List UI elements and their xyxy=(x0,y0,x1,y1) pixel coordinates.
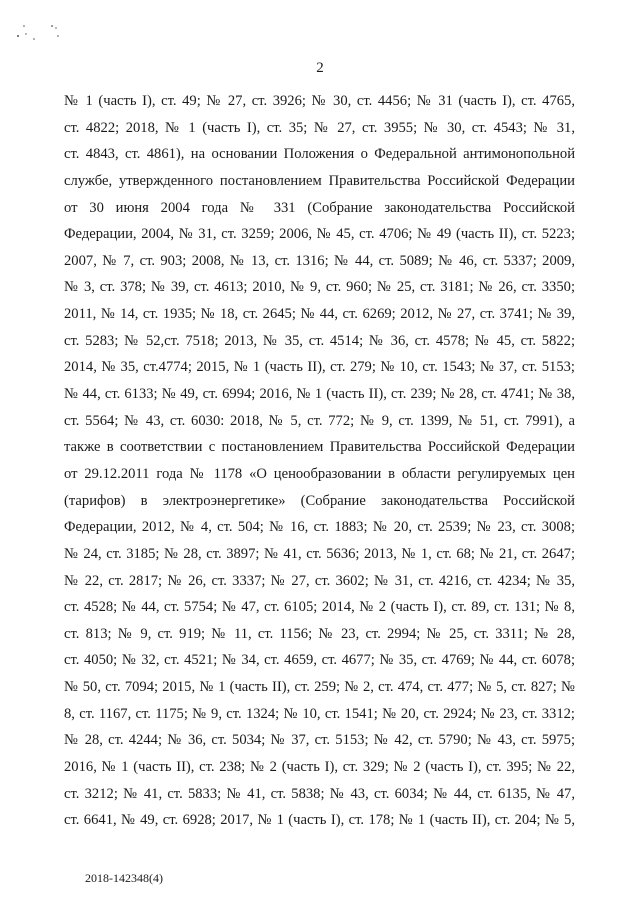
text-line: от 30 июня 2004 года № 331 (Собрание законодательства Российской xyxy=(64,199,575,216)
text-line: № 22, ст. 2817; № 26, ст. 3337; № 27, ст. 3602; № 31, ст. 4216, ст. 4234; № 35, xyxy=(64,572,575,589)
text-line: службе, утвержденного постановлением Правительства Российской Федерации xyxy=(64,172,575,189)
text-line: № 50, ст. 7094; 2015, № 1 (часть II), ст. 259; № 2, ст. 474, ст. 477; № 5, ст. 827; № xyxy=(64,679,575,696)
text-line: ст. 4843, ст. 4861), на основании Положения о Федеральной антимонопольной xyxy=(64,146,575,163)
page-number: 2 xyxy=(316,60,324,76)
text-line: № 1 (часть I), ст. 49; № 27, ст. 3926; № 30, ст. 4456; № 31 (часть I), ст. 4765, xyxy=(64,93,575,109)
text-line: ст. 4050; № 32, ст. 4521; № 34, ст. 4659, ст. 4677; № 35, ст. 4769; № 44, ст. 6078; xyxy=(64,652,575,669)
text-line: (тарифов) в электроэнергетике» (Собрание законодательства Российской xyxy=(64,492,575,509)
text-line: 2007, № 7, ст. 903; 2008, № 13, ст. 1316; № 44, ст. 5089; № 46, ст. 5337; 2009, xyxy=(64,252,575,269)
scan-artifact-marks xyxy=(14,14,74,44)
text-line: ст. 6641, № 49, ст. 6928; 2017, № 1 (часть I), ст. 178; № 1 (часть II), ст. 204; № 5, xyxy=(64,812,575,829)
document-code: 2018-142348(4) xyxy=(85,871,163,885)
text-line: № 44, ст. 6133; № 49, ст. 6994; 2016, № 1 (часть II), ст. 239; № 28, ст. 4741; № 38, xyxy=(64,386,575,403)
text-line: ст. 5564; № 43, ст. 6030: 2018, № 5, ст. 772; № 9, ст. 1399, № 51, ст. 7991), а xyxy=(64,412,575,429)
text-line: № 28, ст. 4244; № 36, ст. 5034; № 37, ст. 5153; № 42, ст. 5790; № 43, ст. 5975; xyxy=(64,732,575,749)
text-line: также в соответствии с постановлением Правительства Российской Федерации xyxy=(64,439,575,456)
text-line: 8, ст. 1167, ст. 1175; № 9, ст. 1324; № 10, ст. 1541; № 20, ст. 2924; № 23, ст. 3312; xyxy=(64,705,575,722)
text-line: ст. 4822; 2018, № 1 (часть I), ст. 35; № 27, ст. 3955; № 30, ст. 4543; № 31, xyxy=(64,119,575,136)
text-line: от 29.12.2011 года № 1178 «О ценообразовании в области регулируемых цен xyxy=(64,465,575,482)
text-line: ст. 5283; № 52,ст. 7518; 2013, № 35, ст. 4514; № 36, ст. 4578; № 45, ст. 5822; xyxy=(64,332,575,349)
text-line: № 3, ст. 378; № 39, ст. 4613; 2010, № 9, ст. 960; № 25, ст. 3181; № 26, ст. 3350; xyxy=(64,279,575,296)
text-line: ст. 4528; № 44, ст. 5754; № 47, ст. 6105; 2014, № 2 (часть I), ст. 89, ст. 131; № 8, xyxy=(64,599,575,616)
document-body xyxy=(64,88,575,834)
text-line: Федерации, 2004, № 31, ст. 3259; 2006, № 45, ст. 4706; № 49 (часть II), ст. 5223; xyxy=(64,226,575,243)
text-line: 2016, № 1 (часть II), ст. 238; № 2 (часть I), ст. 329; № 2 (часть I), ст. 395; № 22, xyxy=(64,759,575,776)
text-line: Федерации, 2012, № 4, ст. 504; № 16, ст. 1883; № 20, ст. 2539; № 23, ст. 3008; xyxy=(64,519,575,536)
text-line: № 24, ст. 3185; № 28, ст. 3897; № 41, ст. 5636; 2013, № 1, ст. 68; № 21, ст. 2647; xyxy=(64,545,575,562)
text-line: ст. 813; № 9, ст. 919; № 11, ст. 1156; № 23, ст. 2994; № 25, ст. 3311; № 28, xyxy=(64,625,575,642)
text-line: 2011, № 14, ст. 1935; № 18, ст. 2645; № 44, ст. 6269; 2012, № 27, ст. 3741; № 39, xyxy=(64,306,575,323)
text-line: ст. 3212; № 41, ст. 5833; № 41, ст. 5838; № 43, ст. 6034; № 44, ст. 6135, № 47, xyxy=(64,785,575,802)
text-line: 2014, № 35, ст.4774; 2015, № 1 (часть II), ст. 279; № 10, ст. 1543; № 37, ст. 5153; xyxy=(64,359,575,376)
